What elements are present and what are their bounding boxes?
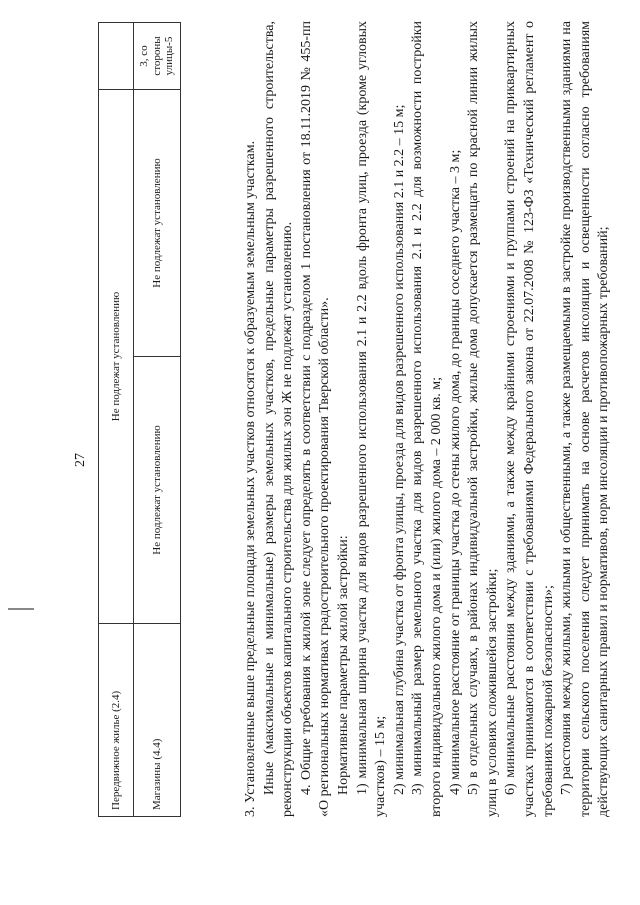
table-row bbox=[99, 23, 134, 817]
table-cell-value: Не подлежат установлению bbox=[134, 357, 181, 624]
table-cell-use: Магазины (4.4) bbox=[134, 624, 181, 817]
paragraph: 4. Общие требования к жилой зоне следует определять в соответствии с подразделом 1 постановления от 18.11.2019 № 455-пп «О региональных нормативах градостроительного проектирования Тверской области». bbox=[298, 21, 333, 817]
table-cell-note bbox=[99, 23, 134, 90]
paragraph: Нормативные параметры жилой застройки: bbox=[335, 535, 351, 795]
body-text bbox=[242, 21, 614, 817]
paragraph: 3) минимальный размер земельного участка для видов разрешенного использования 2.1 и 2.2 для возможности постройки второго индивидуального жилого дома и (или) жилого дома – 2 000 кв. м; bbox=[410, 21, 444, 817]
paragraph: 5) в отдельных случаях, в районах индивидуальной застройки, жилые дома допускается размещать по красной линии жилых улиц в условиях сложившейся застройки; bbox=[466, 21, 500, 817]
table-cell-use: Передвижное жилье (2.4) bbox=[99, 624, 134, 817]
table-row bbox=[134, 23, 181, 817]
paragraph: 7) расстояния между жилыми, жилыми и общественными, а также размещаемыми в застройке производственными зданиями на территории сельского поселения следует принимать на основе расчетов инсоляции и освещенности согласно требованиям действующих санитарных правил и нормативов, норм инсоляции и противопожарных требований; bbox=[559, 21, 612, 817]
paragraph: 6) минимальные расстояния между зданиями, а также между крайними строениями и группами строений на приквартирных участках принимаются в соответствии с требованиями Федерального закона от 22.07.2008 № 123-ФЗ «Технический регламент о требованиях пожарной безопасности»; bbox=[503, 21, 556, 817]
paragraph: 4) минимальное расстояние от границы участка до стены жилого дома, до границы соседнего участка – 3 м; bbox=[447, 149, 463, 795]
table-cell-note: 3, со стороны улицы-5 bbox=[134, 23, 181, 90]
scan-edge-mark bbox=[8, 608, 34, 610]
paragraph: 1) минимальная ширина участка для видов разрешенного использования 2.1 и 2.2 вдоль фронта улиц, проезда (кроме угловых участков) – 15 м; bbox=[354, 21, 389, 817]
page-number: 27 bbox=[73, 453, 88, 467]
table-cell-value: Не подлежат установлению bbox=[134, 90, 181, 357]
paragraph: 2) минимальная глубина участка от фронта улицы, проезда для видов разрешенного использования 2.1 и 2.2 – 15 м; bbox=[391, 104, 407, 795]
land-use-table bbox=[98, 22, 181, 817]
table-cell-value: Не подлежат установлению bbox=[99, 90, 134, 624]
paragraph: 3. Установленные выше предельные площади земельных участков относятся к образуемым земельным участкам. bbox=[243, 140, 258, 817]
paragraph: Иные (максимальные и минимальные) размеры земельных участков, предельные параметры разрешенного строительства, реконструкции объектов капитального строительства для жилых зон Ж не подлежат установлению. bbox=[261, 21, 296, 817]
